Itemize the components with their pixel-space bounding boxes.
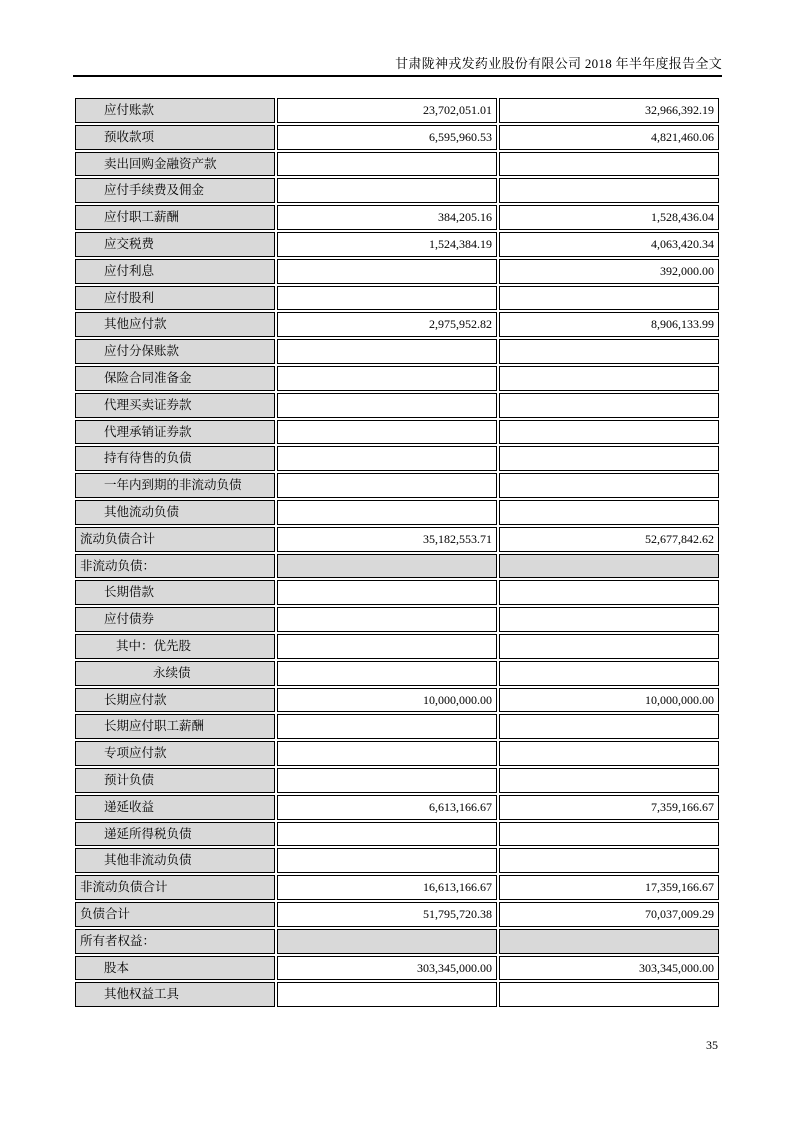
- row-label: 非流动负债合计: [75, 875, 275, 900]
- row-label: 预计负债: [75, 768, 275, 793]
- row-label: 专项应付款: [75, 741, 275, 766]
- table-row: [75, 795, 719, 820]
- value-period-begin: [499, 661, 719, 686]
- value-period-begin: [499, 741, 719, 766]
- row-label: 应付股利: [75, 286, 275, 311]
- table-row: [75, 768, 719, 793]
- value-period-end: [277, 420, 497, 445]
- table-row: [75, 848, 719, 873]
- row-label: 预收款项: [75, 125, 275, 150]
- value-period-end: [277, 822, 497, 847]
- table-row: [75, 312, 719, 337]
- value-period-begin: [499, 366, 719, 391]
- value-period-end: [277, 634, 497, 659]
- page-number: 35: [706, 1038, 718, 1052]
- table-row: [75, 875, 719, 900]
- table-row: [75, 178, 719, 203]
- table-row: [75, 420, 719, 445]
- value-period-end: [277, 661, 497, 686]
- table-row: [75, 366, 719, 391]
- value-period-begin: 4,063,420.34: [499, 232, 719, 257]
- table-row: [75, 232, 719, 257]
- value-period-end: 384,205.16: [277, 205, 497, 230]
- row-label: 递延收益: [75, 795, 275, 820]
- table-row: [75, 393, 719, 418]
- row-label: 流动负债合计: [75, 527, 275, 552]
- value-period-end: 10,000,000.00: [277, 688, 497, 713]
- row-label: 其他权益工具: [75, 982, 275, 1007]
- table-row: [75, 339, 719, 364]
- value-period-end: [277, 259, 497, 284]
- header-divider: [73, 75, 722, 77]
- row-label: 保险合同准备金: [75, 366, 275, 391]
- value-period-begin: [499, 607, 719, 632]
- row-label: 代理买卖证券款: [75, 393, 275, 418]
- row-label: 应付账款: [75, 98, 275, 123]
- value-period-begin: [499, 473, 719, 498]
- table-row: [75, 634, 719, 659]
- value-period-end: 23,702,051.01: [277, 98, 497, 123]
- value-period-begin: [499, 393, 719, 418]
- row-label: 非流动负债：: [75, 554, 275, 579]
- table-row: [75, 473, 719, 498]
- table-row: [75, 902, 719, 927]
- row-label: 应交税费: [75, 232, 275, 257]
- value-period-end: 6,613,166.67: [277, 795, 497, 820]
- value-period-begin: [499, 178, 719, 203]
- value-period-end: [277, 768, 497, 793]
- table-row: [75, 446, 719, 471]
- value-period-begin: [499, 768, 719, 793]
- value-period-end: [277, 393, 497, 418]
- value-period-begin: 7,359,166.67: [499, 795, 719, 820]
- row-label: 递延所得税负债: [75, 822, 275, 847]
- value-period-begin: [499, 982, 719, 1007]
- row-label: 负债合计: [75, 902, 275, 927]
- table-row: [75, 607, 719, 632]
- table-row: [75, 580, 719, 605]
- row-label: 卖出回购金融资产款: [75, 152, 275, 177]
- row-label: 应付分保账款: [75, 339, 275, 364]
- value-period-end: [277, 286, 497, 311]
- value-period-begin: 303,345,000.00: [499, 956, 719, 981]
- row-label: 其他非流动负债: [75, 848, 275, 873]
- value-period-begin: [499, 822, 719, 847]
- row-label: 应付手续费及佣金: [75, 178, 275, 203]
- table-row: [75, 152, 719, 177]
- value-period-begin: 8,906,133.99: [499, 312, 719, 337]
- balance-sheet-table-body: [75, 98, 719, 1007]
- value-period-begin: 4,821,460.06: [499, 125, 719, 150]
- table-row: [75, 527, 719, 552]
- table-row: [75, 929, 719, 954]
- row-label: 一年内到期的非流动负债: [75, 473, 275, 498]
- value-period-end: [277, 714, 497, 739]
- row-label: 永续债: [75, 661, 275, 686]
- table-row: [75, 205, 719, 230]
- value-period-end: [277, 339, 497, 364]
- report-header-title: 甘肃陇神戎发药业股份有限公司 2018 年半年度报告全文: [395, 56, 722, 71]
- value-period-end: [277, 741, 497, 766]
- value-period-end: [277, 446, 497, 471]
- row-label: 其中：优先股: [75, 634, 275, 659]
- value-period-begin: [499, 714, 719, 739]
- value-period-begin: [499, 500, 719, 525]
- table-row: [75, 956, 719, 981]
- table-row: [75, 822, 719, 847]
- row-label: 代理承销证券款: [75, 420, 275, 445]
- value-period-begin: [499, 848, 719, 873]
- value-period-end: 51,795,720.38: [277, 902, 497, 927]
- value-period-end: 1,524,384.19: [277, 232, 497, 257]
- value-period-end: 2,975,952.82: [277, 312, 497, 337]
- table-row: [75, 554, 719, 579]
- row-label: 应付利息: [75, 259, 275, 284]
- value-period-end: [277, 178, 497, 203]
- row-label: 应付债券: [75, 607, 275, 632]
- value-period-end: [277, 929, 497, 954]
- value-period-end: 16,613,166.67: [277, 875, 497, 900]
- value-period-end: [277, 848, 497, 873]
- page-header: [73, 53, 722, 72]
- value-period-begin: [499, 420, 719, 445]
- value-period-begin: [499, 929, 719, 954]
- table-row: [75, 661, 719, 686]
- row-label: 应付职工薪酬: [75, 205, 275, 230]
- value-period-end: [277, 580, 497, 605]
- row-label: 其他流动负债: [75, 500, 275, 525]
- table-row: [75, 688, 719, 713]
- row-label: 长期应付款: [75, 688, 275, 713]
- value-period-begin: 1,528,436.04: [499, 205, 719, 230]
- value-period-end: [277, 500, 497, 525]
- value-period-begin: 52,677,842.62: [499, 527, 719, 552]
- value-period-end: [277, 366, 497, 391]
- row-label: 持有待售的负债: [75, 446, 275, 471]
- value-period-begin: [499, 580, 719, 605]
- row-label: 股本: [75, 956, 275, 981]
- table-row: [75, 98, 719, 123]
- value-period-end: [277, 982, 497, 1007]
- value-period-end: 303,345,000.00: [277, 956, 497, 981]
- row-label: 长期应付职工薪酬: [75, 714, 275, 739]
- value-period-begin: 392,000.00: [499, 259, 719, 284]
- value-period-begin: [499, 339, 719, 364]
- value-period-end: 35,182,553.71: [277, 527, 497, 552]
- table-row: [75, 125, 719, 150]
- value-period-end: [277, 152, 497, 177]
- row-label: 长期借款: [75, 580, 275, 605]
- value-period-begin: 17,359,166.67: [499, 875, 719, 900]
- value-period-begin: 32,966,392.19: [499, 98, 719, 123]
- table-row: [75, 982, 719, 1007]
- value-period-begin: [499, 554, 719, 579]
- value-period-begin: [499, 634, 719, 659]
- value-period-begin: [499, 446, 719, 471]
- value-period-end: [277, 607, 497, 632]
- table-row: [75, 500, 719, 525]
- table-row: [75, 714, 719, 739]
- value-period-end: 6,595,960.53: [277, 125, 497, 150]
- value-period-begin: [499, 152, 719, 177]
- value-period-begin: 70,037,009.29: [499, 902, 719, 927]
- value-period-end: [277, 554, 497, 579]
- row-label: 所有者权益：: [75, 929, 275, 954]
- value-period-end: [277, 473, 497, 498]
- row-label: 其他应付款: [75, 312, 275, 337]
- balance-sheet-table: [73, 96, 721, 1009]
- value-period-begin: 10,000,000.00: [499, 688, 719, 713]
- table-row: [75, 741, 719, 766]
- table-row: [75, 259, 719, 284]
- table-row: [75, 286, 719, 311]
- value-period-begin: [499, 286, 719, 311]
